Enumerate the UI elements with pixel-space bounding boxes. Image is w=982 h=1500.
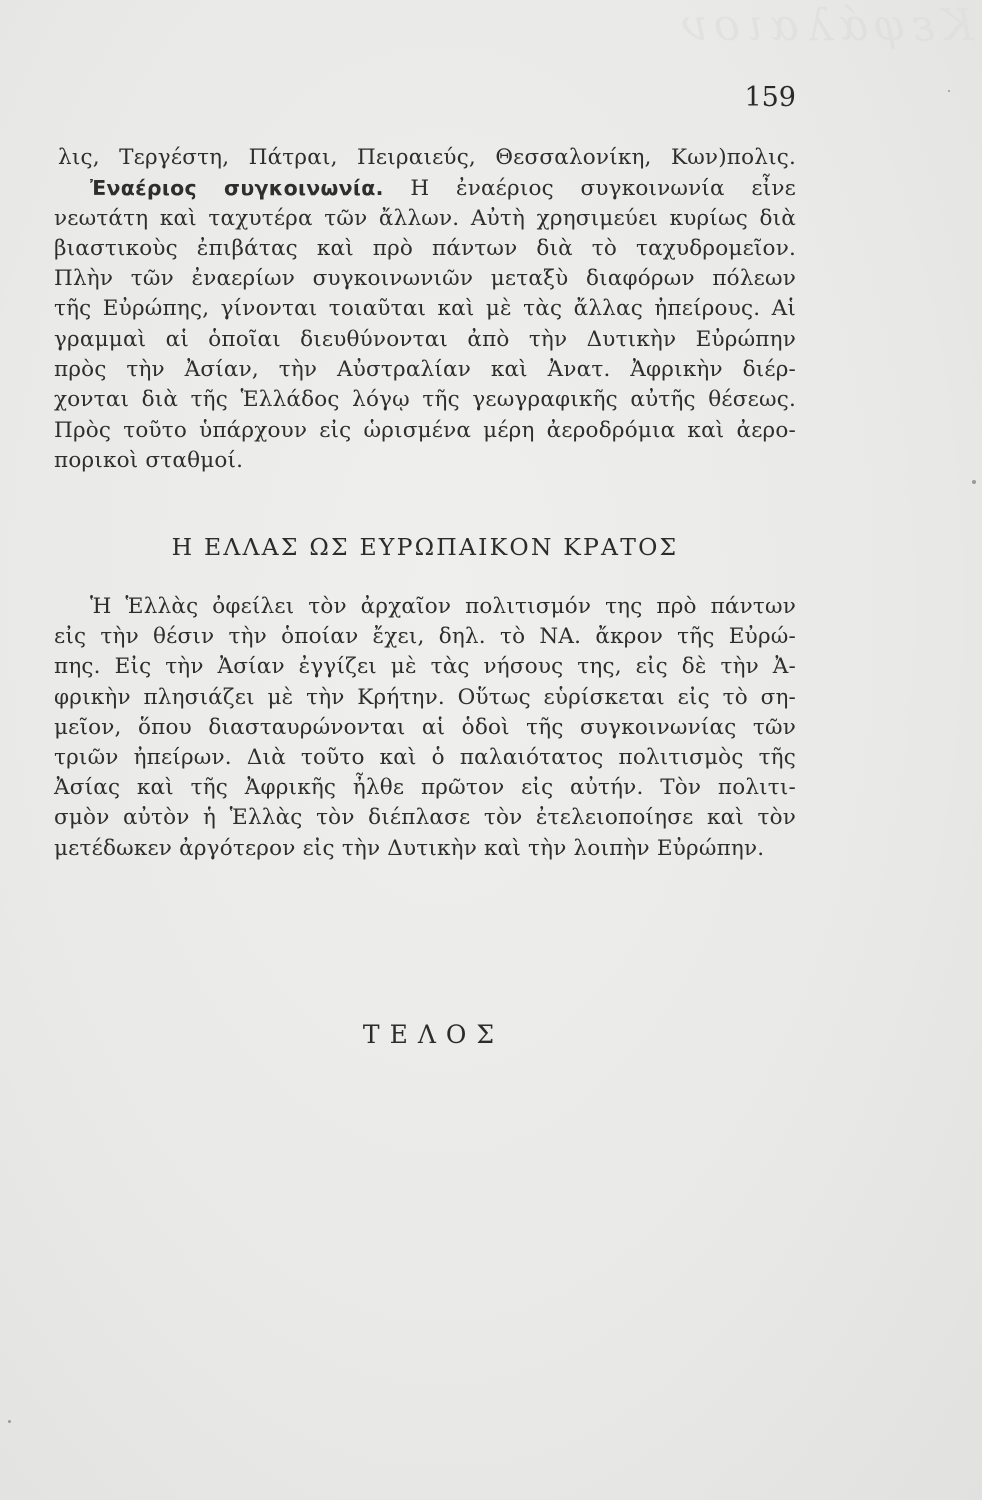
text-line: σμὸν αὐτὸν ἡ Ἑλλὰς τὸν διέπλασε τὸν ἐτελειοποίησε καὶ τὸν: [54, 805, 796, 831]
text-line: Ἀσίας καὶ τῆς Ἀφρικῆς ἦλθε πρῶτον εἰς αὐτήν. Τὸν πολιτι-: [54, 775, 796, 801]
text-line: χονται διὰ τῆς Ἑλλάδος λόγῳ τῆς γεωγραφικῆς αὐτῆς θέσεως.: [54, 387, 796, 413]
subheading-air-transport: Ἐναέριος συγκοινωνία.: [90, 176, 384, 201]
paragraph-greece-european-state: [54, 592, 796, 864]
paper-speck: [8, 1420, 11, 1423]
text-run: Η ἐναέριος συγκοινωνία εἶνε: [410, 176, 797, 202]
paragraph-transport: [54, 143, 796, 476]
text-line: πρὸς τὴν Ἀσίαν, τὴν Αὐστραλίαν καὶ Ἀνατ. Ἀφρικὴν διέρ-: [54, 357, 796, 383]
text-line: λις, Τεργέστη, Πάτραι, Πειραιεύς, Θεσσαλονίκη, Κων)πολις.: [58, 145, 796, 170]
text-line: Πρὸς τοῦτο ὑπάρχουν εἰς ὡρισμένα μέρη ἀεροδρόμια καὶ ἀερο-: [54, 417, 796, 443]
text-line: τριῶν ἠπείρων. Διὰ τοῦτο καὶ ὁ παλαιότατος πολιτισμὸς τῆς: [54, 744, 796, 770]
text-line: [54, 173, 796, 203]
bleed-through-text: Κεφάλαιον: [674, 0, 974, 51]
section-heading: Η ΕΛΛΑΣ ΩΣ ΕΥΡΩΠΑΙΚΟΝ ΚΡΑΤΟΣ: [171, 533, 679, 561]
paper-speck: [948, 90, 950, 92]
end-mark: ΤΕΛΟΣ: [362, 1020, 505, 1049]
text-line: μετέδωκεν ἀργότερον εἰς τὴν Δυτικὴν καὶ τὴν λοιπὴν Εὐρώπην.: [54, 835, 765, 861]
text-line: βιαστικοὺς ἐπιβάτας καὶ πρὸ πάντων διὰ τὸ ταχυδρομεῖον.: [54, 235, 796, 261]
text-line: γραμμαὶ αἱ ὁποῖαι διευθύνονται ἀπὸ τὴν Δυτικὴν Εὐρώπην: [54, 326, 796, 352]
text-line: εἰς τὴν θέσιν τὴν ὁποίαν ἔχει, δηλ. τὸ ΝΑ. ἄκρον τῆς Εὐρώ-: [54, 624, 796, 650]
text-line: Πλὴν τῶν ἐναερίων συγκοινωνιῶν μεταξὺ διαφόρων πόλεων: [54, 266, 796, 292]
text-line: πορικοὶ σταθμοί.: [54, 447, 244, 473]
page-number: 159: [744, 82, 796, 113]
text-line: νεωτάτη καὶ ταχυτέρα τῶν ἄλλων. Αὐτὴ χρησιμεύει κυρίως διὰ: [54, 205, 796, 231]
text-line: μεῖον, ὅπου διασταυρώνονται αἱ ὁδοὶ τῆς συγκοινωνίας τῶν: [54, 714, 796, 740]
text-line: πης. Εἰς τὴν Ἀσίαν ἐγγίζει μὲ τὰς νήσους της, εἰς δὲ τὴν Ἀ-: [54, 654, 796, 680]
text-line: Ἡ Ἑλλὰς ὀφείλει τὸν ἀρχαῖον πολιτισμόν της πρὸ πάντων: [90, 594, 796, 619]
text-line: φρικὴν πλησιάζει μὲ τὴν Κρήτην. Οὕτως εὑρίσκεται εἰς τὸ ση-: [54, 684, 796, 710]
paper-speck: [972, 480, 976, 484]
text-line: τῆς Εὐρώπης, γίνονται τοιαῦται καὶ μὲ τὰς ἄλλας ἠπείρους. Αἱ: [54, 296, 796, 322]
